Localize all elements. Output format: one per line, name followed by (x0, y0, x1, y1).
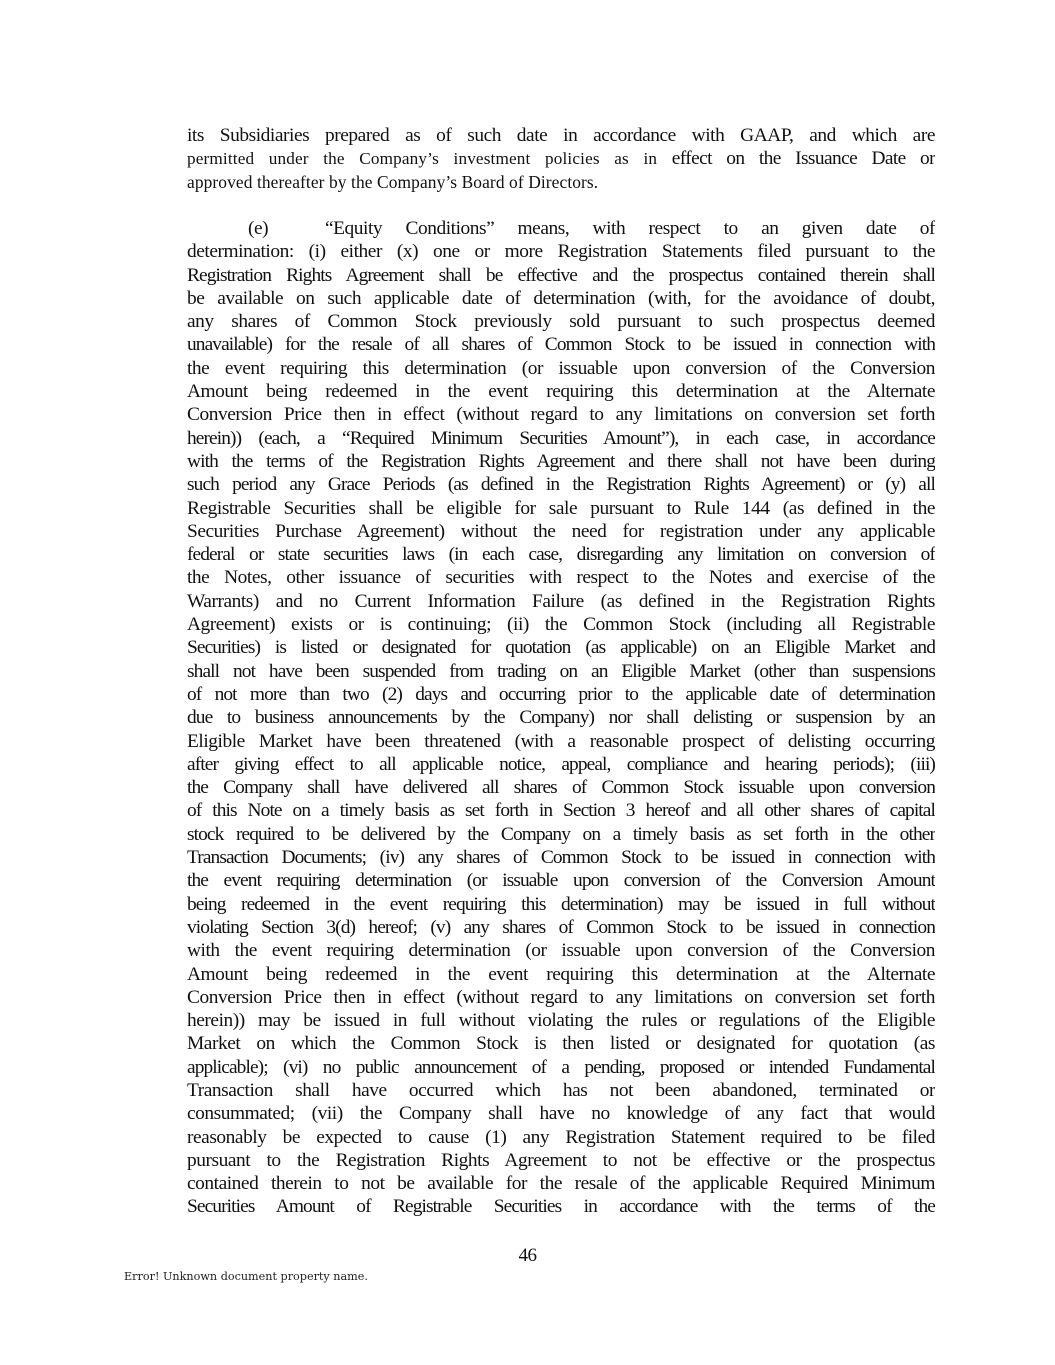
intro-paragraph (187, 124, 935, 194)
intro-line-2-part-a: permitted under the Company’s investment policies as in (187, 149, 672, 169)
paragraph-e-line-39: consummated; (vii) the Company shall have no knowledge of any fact that would (187, 1103, 935, 1125)
intro-line-2 (187, 147, 935, 170)
paragraph-e-line-23: Eligible Market have been threatened (with a reasonable prospect of delisting occurring (187, 730, 935, 752)
paragraph-e-line-20: shall not have been suspended from trading on an Eligible Market (other than suspensions (187, 660, 935, 682)
paragraph-e-line-4: be available on such applicable date of determination (with, for the avoidance of doubt, (187, 287, 935, 309)
paragraph-e-line-28: Transaction Documents; (iv) any shares of Common Stock to be issued in connection with (187, 847, 935, 869)
paragraph-e-line-33: Amount being redeemed in the event requiring this determination at the Alternate (187, 963, 935, 985)
paragraph-e-line-25: the Company shall have delivered all shares of Common Stock issuable upon conversion (187, 777, 935, 799)
paragraph-e-line-13: Registrable Securities shall be eligible for sale pursuant to Rule 144 (as defined in the (187, 497, 935, 519)
paragraph-e-line-26: of this Note on a timely basis as set forth in Section 3 hereof and all other shares of capital (187, 800, 935, 822)
intro-line-1: its Subsidiaries prepared as of such date in accordance with GAAP, and which are (187, 125, 935, 146)
paragraph-e-line-21: of not more than two (2) days and occurring prior to the applicable date of determination (187, 683, 935, 705)
paragraph-e-line-42: contained therein to not be available for the resale of the applicable Required Minimum (187, 1173, 935, 1195)
paragraph-e-line-3: Registration Rights Agreement shall be effective and the prospectus contained therein shall (187, 264, 935, 286)
paragraph-e-line-9: Conversion Price then in effect (without regard to any limitations on conversion set forth (187, 404, 935, 426)
equity-conditions-paragraph (187, 217, 935, 1219)
paragraph-e-line-17: Warrants) and no Current Information Failure (as defined in the Registration Rights (187, 590, 935, 612)
paragraph-e-lines (187, 240, 935, 1218)
paragraph-e-line-34: Conversion Price then in effect (without regard to any limitations on conversion set forth (187, 986, 935, 1008)
paragraph-e-line-5: any shares of Common Stock previously sold pursuant to such prospectus deemed (187, 311, 935, 333)
paragraph-e-line-7: the event requiring this determination (or issuable upon conversion of the Conversion (187, 357, 935, 379)
paragraph-e-line-38: Transaction shall have occurred which has not been abandoned, terminated or (187, 1079, 935, 1101)
paragraph-e-line-15: federal or state securities laws (in each case, disregarding any limitation on conversion of (187, 544, 935, 566)
page-number: 46 (518, 1245, 537, 1266)
paragraph-e-line-27: stock required to be delivered by the Company on a timely basis as set forth in the other (187, 823, 935, 845)
paragraph-e-line-24: after giving effect to all applicable notice, appeal, compliance and hearing periods); (iii) (187, 753, 935, 775)
paragraph-e-line-37: applicable); (vi) no public announcement of a pending, proposed or intended Fundamental (187, 1056, 935, 1078)
paragraph-e-line-11: with the terms of the Registration Rights Agreement and there shall not have been during (187, 450, 935, 472)
paragraph-e-line-10: herein)) (each, a “Required Minimum Securities Amount”), in each case, in accordance (187, 427, 935, 449)
paragraph-e-line-31: violating Section 3(d) hereof; (v) any shares of Common Stock to be issued in connection (187, 916, 935, 938)
paragraph-e-line-19: Securities) is listed or designated for quotation (as applicable) on an Eligible Market and (187, 637, 935, 659)
paragraph-e-line-16: the Notes, other issuance of securities with respect to the Notes and exercise of the (187, 567, 935, 589)
paragraph-e-line-43: Securities Amount of Registrable Securities in accordance with the terms of the (187, 1196, 935, 1218)
paragraph-e-line-41: pursuant to the Registration Rights Agreement to not be effective or the prospectus (187, 1149, 935, 1171)
paragraph-e-line-29: the event requiring determination (or issuable upon conversion of the Conversion Amount (187, 870, 935, 892)
paragraph-e-first-line (187, 217, 935, 240)
paragraph-e-line-32: with the event requiring determination (or issuable upon conversion of the Conversion (187, 940, 935, 962)
paragraph-e-line-40: reasonably be expected to cause (1) any Registration Statement required to be filed (187, 1126, 935, 1148)
paragraph-e-line-8: Amount being redeemed in the event requiring this determination at the Alternate (187, 381, 935, 403)
paragraph-e-line-22: due to business announcements by the Company) nor shall delisting or suspension by an (187, 707, 935, 729)
paragraph-e-line-1: “Equity Conditions” means, with respect to an given date of (325, 218, 935, 239)
paragraph-e-line-30: being redeemed in the event requiring this determination) may be issued in full without (187, 893, 935, 915)
paragraph-e-line-14: Securities Purchase Agreement) without the need for registration under any applicable (187, 520, 935, 542)
paragraph-e-line-6: unavailable) for the resale of all shares of Common Stock to be issued in connection with (187, 334, 935, 356)
paragraph-e-line-18: Agreement) exists or is continuing; (ii) the Common Stock (including all Registrable (187, 614, 935, 636)
intro-line-3: approved thereafter by the Company’s Board of Directors. (187, 171, 599, 192)
paragraph-e-line-2: determination: (i) either (x) one or more Registration Statements filed pursuant to the (187, 241, 935, 263)
paragraph-e-line-12: such period any Grace Periods (as defined in the Registration Rights Agreement) or (y) all (187, 474, 935, 496)
paragraph-label: (e) (248, 218, 269, 239)
intro-line-2-part-b: effect on the Issuance Date or (671, 148, 935, 170)
paragraph-e-line-36: Market on which the Common Stock is then listed or designated for quotation (as (187, 1033, 935, 1055)
footer-error-note: Error! Unknown document property name. (124, 1270, 368, 1283)
paragraph-e-line-35: herein)) may be issued in full without violating the rules or regulations of the Eligible (187, 1010, 935, 1032)
